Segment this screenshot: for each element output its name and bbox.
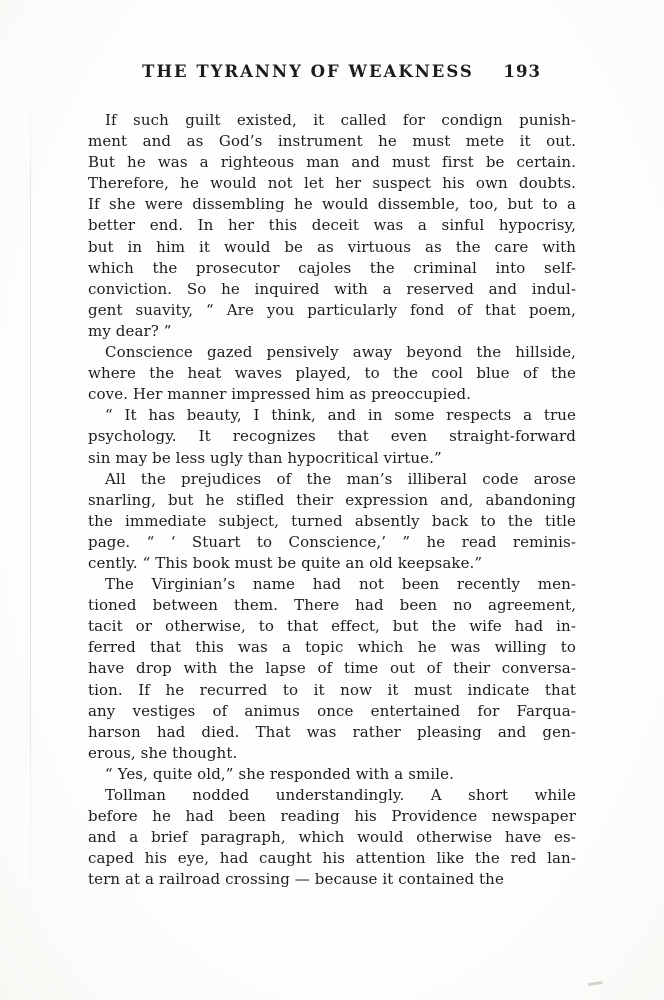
text-line: before he had been reading his Providence newspaper	[88, 807, 576, 826]
text-line: which the prosecutor cajoles the criminal into self-	[88, 258, 576, 277]
text-line: If such guilt existed, it called for condign punish-	[105, 111, 576, 129]
text-line: ferred that this was a topic which he was willing to	[88, 638, 576, 657]
text-line: snarling, but he stifled their expression and, abandoning	[88, 490, 576, 509]
text-line: If she were dissembling he would dissemble, too, but to a	[88, 195, 576, 214]
text-line: cently. “ This book must be quite an old keepsake.”	[88, 553, 483, 572]
text-line: All the prejudices of the man’s illiberal code arose	[105, 469, 576, 488]
text-line: and a brief paragraph, which would otherwise have es-	[88, 828, 576, 847]
text-line: The Virginian’s name had not been recently men-	[105, 575, 576, 594]
text-line: the immediate subject, turned absently back to the title	[88, 511, 576, 530]
text-line: tioned between them. There had been no agreement,	[88, 596, 576, 615]
text-line: where the heat waves played, to the cool blue of the	[88, 364, 576, 383]
page-number: 193	[503, 62, 541, 81]
text-line: gent suavity, “ Are you particularly fond of that poem,	[88, 300, 576, 319]
running-title: THE TYRANNY OF WEAKNESS	[142, 62, 474, 81]
text-line: sin may be less ugly than hypocritical virtue.”	[88, 448, 442, 467]
text-line: harson had died. That was rather pleasing and gen-	[88, 722, 576, 741]
text-line: Tollman nodded understandingly. A short while	[105, 786, 576, 804]
text-line: tern at a railroad crossing — because it contained the	[88, 870, 504, 889]
text-line: better end. In her this deceit was a sinful hypocrisy,	[88, 216, 576, 235]
page-body	[88, 110, 576, 890]
text-line: have drop with the lapse of time out of their conversa-	[88, 659, 576, 678]
paragraph	[88, 574, 576, 764]
text-line: But he was a righteous man and must first be certain.	[88, 153, 576, 172]
page-header	[88, 62, 576, 84]
text-line: Therefore, he would not let her suspect his own doubts.	[88, 174, 576, 193]
text-line: “ It has beauty, I think, and in some respects a true	[105, 406, 576, 425]
scan-artifact	[588, 981, 603, 986]
page-gutter-shadow	[30, 84, 31, 942]
paragraph	[88, 342, 576, 405]
text-line: conviction. So he inquired with a reserved and indul-	[88, 279, 576, 298]
paragraph	[88, 785, 576, 890]
text-line: any vestiges of animus once entertained for Farqua-	[88, 701, 576, 720]
text-line: my dear? ”	[88, 321, 172, 340]
text-line: tion. If he recurred to it now it must indicate that	[88, 680, 576, 699]
paragraph	[88, 764, 576, 785]
paragraph	[88, 469, 576, 574]
text-line: cove. Her manner impressed him as preoccupied.	[88, 385, 472, 404]
text-line: Conscience gazed pensively away beyond the hillside,	[105, 343, 576, 362]
paragraph	[88, 405, 576, 468]
text-line: “ Yes, quite old,” she responded with a smile.	[105, 764, 454, 783]
text-line: ment and as God’s instrument he must mete it out.	[88, 132, 576, 151]
text-line: erous, she thought.	[88, 743, 238, 762]
text-line: psychology. It recognizes that even straight-forward	[88, 427, 576, 446]
text-line: tacit or otherwise, to that effect, but the wife had in-	[88, 617, 576, 636]
paragraph	[88, 110, 576, 342]
text-line: but in him it would be as virtuous as the care with	[88, 237, 576, 256]
text-line: page. “ ‘ Stuart to Conscience,’ ” he read reminis-	[88, 532, 576, 551]
text-line: caped his eye, had caught his attention like the red lan-	[88, 849, 576, 868]
